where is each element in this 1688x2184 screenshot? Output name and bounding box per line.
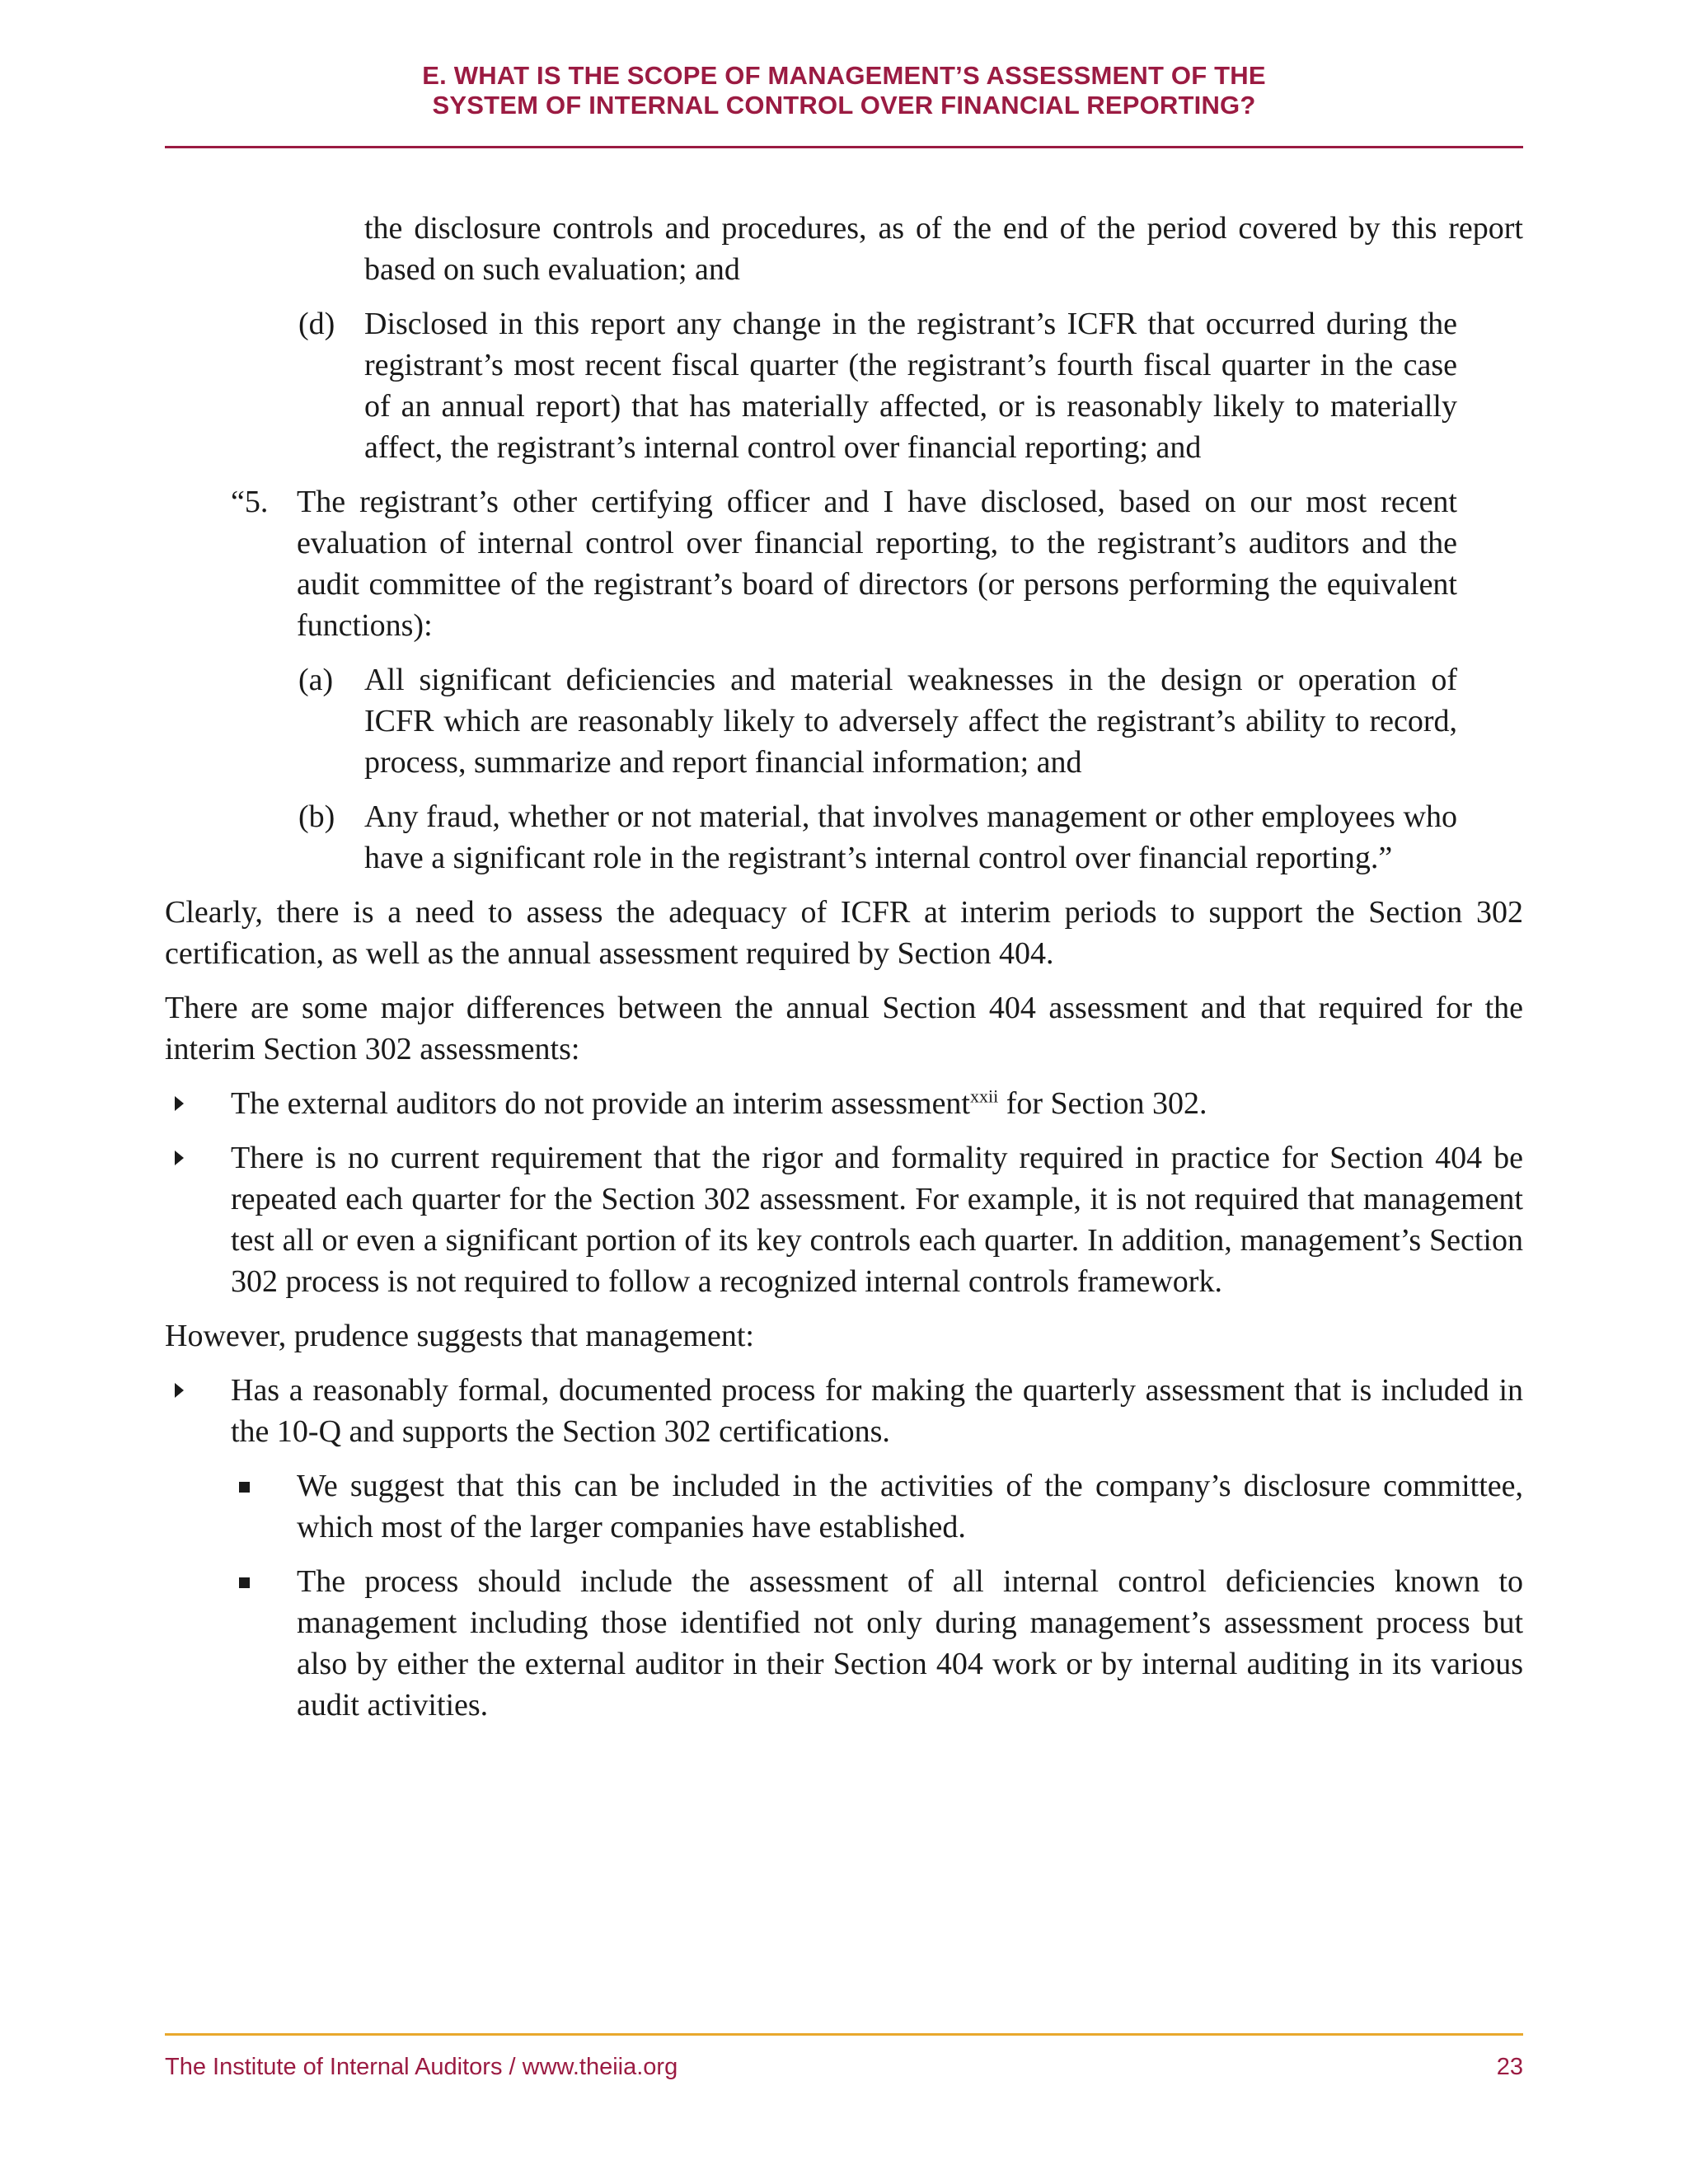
sub-bullet-item-1 <box>231 1465 1523 1548</box>
list-label-d: (d) <box>298 307 335 341</box>
sub-bullet-item-2 <box>231 1561 1523 1726</box>
list-text-a: All significant deficiencies and material weaknesses in the design or operation of ICFR which are reasonably likely to adversely affect the registrant’s ability to record, process, summarize and report financial information; and <box>364 663 1457 780</box>
header-line-2: SYSTEM OF INTERNAL CONTROL OVER FINANCIAL REPORTING? <box>432 91 1256 120</box>
bullet-text-1: The external auditors do not provide an interim assessment$^{xxii}$ for Section 302. <box>231 1085 1207 1121</box>
bullet-item-3 <box>165 1370 1523 1452</box>
continued-item-c: the disclosure controls and procedures, as of the end of the period covered by this report based on such evaluation; and <box>364 211 1523 287</box>
bullet-text-3: Has a reasonably formal, documented process for making the quarterly assessment that is included in the 10-Q and supports the Section 302 certifications. <box>231 1373 1523 1449</box>
list-item-5 <box>231 481 1457 646</box>
footer-rule <box>165 2033 1523 2036</box>
footer-source: The Institute of Internal Auditors / www.theiia.org <box>165 2054 678 2080</box>
list-label-5: “5. <box>231 485 269 519</box>
page-number: 23 <box>1496 2054 1523 2080</box>
list-text-d: Disclosed in this report any change in the registrant’s ICFR that occurred during the registrant’s most recent fiscal quarter (the registrant’s fourth fiscal quarter in the case of an annual report) that has materially affected, or is reasonably likely to materially affect, the registrant’s internal control over financial reporting; and <box>364 307 1457 465</box>
body-text <box>165 208 1523 1726</box>
triangle-bullet-icon <box>175 1096 184 1111</box>
square-bullet-icon <box>239 1577 250 1588</box>
header-line-1: E. WHAT IS THE SCOPE OF MANAGEMENT’S ASSESSMENT OF THE <box>422 61 1266 90</box>
square-bullet-icon <box>239 1482 250 1493</box>
list-label-a: (a) <box>298 663 334 697</box>
header-rule <box>165 146 1523 148</box>
list-label-b: (b) <box>298 799 335 834</box>
paragraph-differences: There are some major differences between the annual Section 404 assessment and that required for the interim Section 302 assessments: <box>165 991 1523 1066</box>
bullet-item-1 <box>165 1083 1523 1124</box>
bullet-item-2 <box>165 1137 1523 1302</box>
list-text-b: Any fraud, whether or not material, that involves management or other employees who have a significant role in the registrant’s internal control over financial reporting.” <box>364 799 1457 875</box>
page-header <box>165 61 1523 120</box>
list-item-b <box>298 796 1457 879</box>
sub-bullet-text-2: The process should include the assessment of all internal control deficiencies known to management including those identified not only during management’s assessment process but also by either the external auditor in their Section 404 work or by internal auditing in its various audit activities. <box>297 1564 1523 1722</box>
list-text-5: The registrant’s other certifying officer and I have disclosed, based on our most recent evaluation of internal control over financial reporting, to the registrant’s auditors and the audit committee of the registrant’s board of directors (or persons performing the equivalent functions): <box>297 485 1457 643</box>
triangle-bullet-icon <box>175 1383 184 1398</box>
list-item-a <box>298 659 1457 783</box>
sub-bullet-text-1: We suggest that this can be included in the activities of the company’s disclosure committee, which most of the larger companies have established. <box>297 1469 1523 1544</box>
footnote-reference: xxii <box>970 1085 999 1107</box>
bullet-text-2: There is no current requirement that the rigor and formality required in practice for Section 404 be repeated each quarter for the Section 302 assessment. For example, it is not required that management test all or even a significant portion of its key controls each quarter. In addition, management’s Section 302 process is not required to follow a recognized internal controls framework. <box>231 1141 1523 1299</box>
list-item-d <box>298 303 1457 468</box>
triangle-bullet-icon <box>175 1151 184 1165</box>
paragraph-clearly: Clearly, there is a need to assess the adequacy of ICFR at interim periods to support the Section 302 certification, as well as the annual assessment required by Section 404. <box>165 895 1523 971</box>
paragraph-prudence: However, prudence suggests that management: <box>165 1319 754 1353</box>
